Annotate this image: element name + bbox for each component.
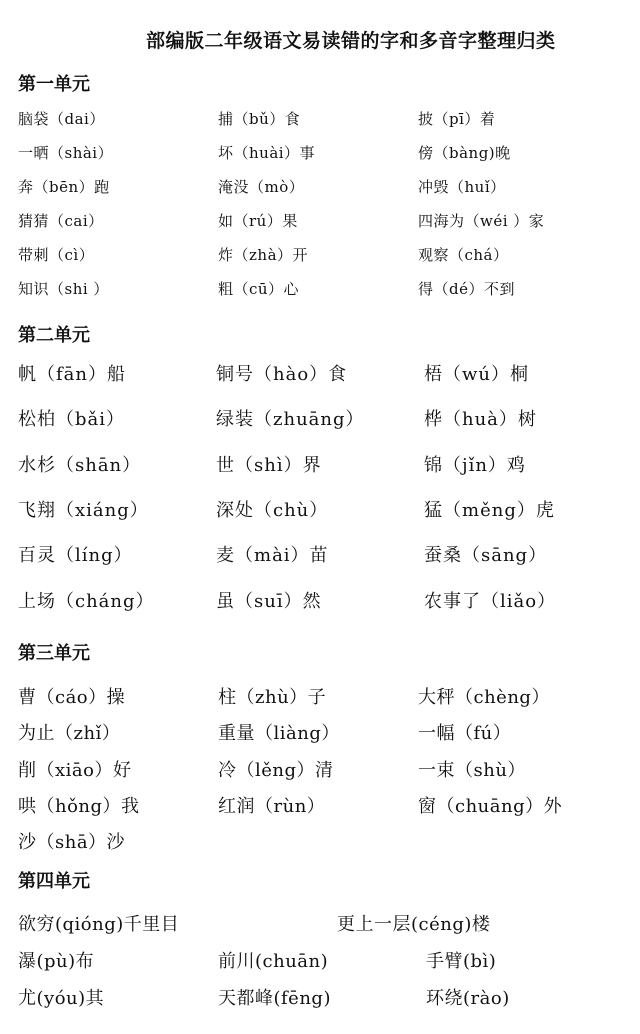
word-entry: 粗（cū）心 (218, 280, 300, 298)
word-entry: 手臂(bì) (426, 951, 497, 972)
page-title: 部编版二年级语文易读错的字和多音字整理归类 (146, 30, 556, 52)
word-entry: 瀑(pù)布 (18, 951, 95, 972)
word-entry: 红润（rùn） (218, 796, 326, 817)
word-entry: 梧（wú）桐 (424, 364, 529, 385)
word-entry: 绿装（zhuāng） (216, 409, 365, 430)
word-entry: 得（dé）不到 (418, 280, 515, 298)
word-entry: 削（xiāo）好 (18, 760, 132, 781)
word-entry: 带刺（cì） (18, 246, 95, 264)
word-entry: 农事了（liǎo） (424, 591, 557, 612)
word-entry: 一束（shù） (418, 760, 526, 781)
word-entry: 冷（lěng）清 (218, 760, 334, 781)
word-entry: 淹没（mò） (218, 178, 305, 196)
word-entry: 知识（shi ） (18, 280, 109, 298)
word-entry: 松柏（bǎi） (18, 409, 126, 430)
unit-4-heading: 第四单元 (18, 871, 90, 892)
word-entry: 一幅（fú） (418, 723, 512, 744)
word-entry: 四海为（wéi ）家 (418, 212, 545, 230)
word-entry: 傍（bàng)晚 (418, 144, 511, 162)
word-entry: 奔（bēn）跑 (18, 178, 110, 196)
word-entry: 蚕桑（sāng） (424, 545, 548, 566)
word-entry: 披（pī）着 (418, 110, 496, 128)
word-entry: 观察（chá） (418, 246, 509, 264)
word-entry: 一晒（shài） (18, 144, 114, 162)
word-entry: 深处（chù） (216, 500, 329, 521)
word-entry: 如（rú）果 (218, 212, 298, 230)
word-entry: 猜猜（cai） (18, 212, 104, 230)
word-entry: 炸（zhà）开 (218, 246, 309, 264)
word-entry: 环绕(rào) (426, 988, 510, 1009)
word-entry: 桦（huà）树 (424, 409, 537, 430)
word-entry: 更上一层(céng)楼 (337, 914, 491, 935)
word-entry: 水杉（shān） (18, 455, 142, 476)
word-entry: 虽（suī）然 (216, 591, 322, 612)
word-entry: 飞翔（xiáng） (18, 500, 149, 521)
unit-1-heading: 第一单元 (18, 74, 90, 95)
word-entry: 沙（shā）沙 (18, 832, 126, 853)
word-entry: 捕（bǔ）食 (218, 110, 301, 128)
word-entry: 尤(yóu)其 (18, 988, 105, 1009)
word-entry: 柱（zhù）子 (218, 687, 327, 708)
word-entry: 重量（liàng） (218, 723, 340, 744)
word-entry: 脑袋（dai） (18, 110, 105, 128)
word-entry: 上场（cháng） (18, 591, 155, 612)
word-entry: 窗（chuāng）外 (418, 796, 563, 817)
word-entry: 锦（jǐn）鸡 (424, 455, 526, 476)
word-entry: 百灵（líng） (18, 545, 133, 566)
word-entry: 猛（měng）虎 (424, 500, 555, 521)
word-entry: 坏（huài）事 (218, 144, 316, 162)
word-entry: 麦（mài）苗 (216, 545, 329, 566)
word-entry: 世（shì）界 (216, 455, 322, 476)
word-entry: 铜号（hào）食 (216, 364, 348, 385)
word-entry: 大秤（chèng） (418, 687, 550, 708)
word-entry: 前川(chuān) (218, 951, 329, 972)
word-entry: 哄（hǒng）我 (18, 796, 140, 817)
word-entry: 欲穷(qióng)千里目 (18, 914, 180, 935)
word-entry: 为止（zhǐ） (18, 723, 121, 744)
unit-3-heading: 第三单元 (18, 643, 90, 664)
word-entry: 天都峰(fēng) (218, 988, 331, 1009)
unit-2-heading: 第二单元 (18, 325, 90, 346)
word-entry: 冲毁（huǐ） (418, 178, 506, 196)
word-entry: 曹（cáo）操 (18, 687, 126, 708)
word-entry: 帆（fān）船 (18, 364, 126, 385)
